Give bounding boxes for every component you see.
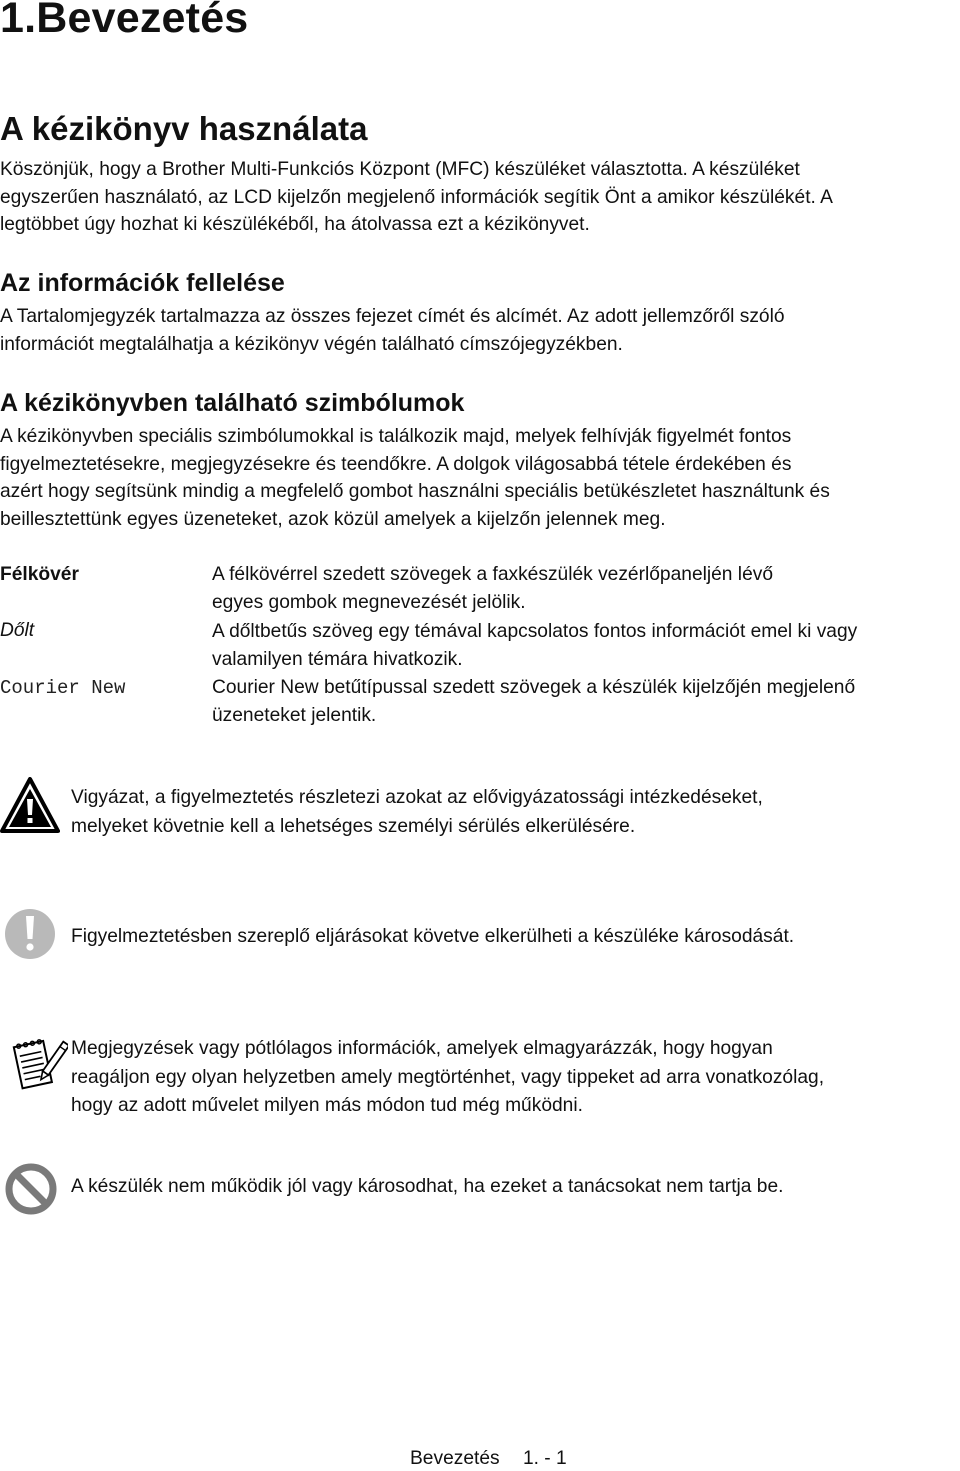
chapter-title: 1.Bevezetés [0, 0, 249, 42]
notice-line: hogy az adott művelet milyen más módon tud még működni. [71, 1095, 583, 1116]
convention-term-bold: Félkövér [0, 564, 79, 585]
intro-paragraph [0, 156, 960, 239]
notice-caution-text [71, 923, 794, 952]
convention-desc-line: valamilyen témára hivatkozik. [212, 648, 463, 670]
convention-desc-line: egyes gombok megnevezését jelölik. [212, 591, 526, 613]
symbols-line: azért hogy segítsünk mindig a megfelelő gombot használni speciális betükészletet használtunk és [0, 481, 830, 502]
convention-desc-line: A dőltbetűs szöveg egy témával kapcsolatos fontos információt emel ki vagy [212, 621, 858, 642]
warning-icon [0, 777, 60, 833]
footer-page-number: 1. - 1 [522, 1448, 567, 1469]
notice-line: A készülék nem működik jól vagy károsodhat, ha ezeket a tanácsokat nem tartja be. [71, 1176, 784, 1197]
convention-desc-line: A félkövérrel szedett szövegek a faxkészülék vezérlőpaneljén lévő [212, 564, 774, 585]
notice-line: Figyelmeztetésben szereplő eljárásokat követve elkerülheti a készüléke károsodását. [71, 926, 795, 947]
finding-info-line: A Tartalomjegyzék tartalmazza az összes fejezet címét és alcímét. Az adott jellemzőről szóló [0, 306, 785, 327]
notice-line: Vigyázat, a figyelmeztetés részletezi azokat az elővigyázatossági intézkedéseket, [71, 787, 763, 808]
notice-prohibited-text [71, 1173, 783, 1202]
convention-desc-italic [212, 618, 857, 673]
prohibited-icon [2, 1161, 60, 1217]
intro-line: egyszerűen használató, az LCD kijelzőn megjelenő információk segítik Önt a amikor készülékét. A [0, 186, 833, 208]
finding-info-line: információt megtalálhatja a kézikönyv végén található címszójegyzékben. [0, 333, 623, 355]
convention-desc-line: üzeneteket jelentik. [212, 704, 377, 726]
section-title: A kézikönyv használata [0, 110, 368, 147]
intro-line: Köszönjük, hogy a Brother Multi-Funkciós Központ (MFC) készüléket választotta. A készüléket [0, 159, 800, 180]
convention-term-courier: Courier New [0, 677, 126, 699]
notice-warning-text [71, 784, 763, 841]
notice-note-text [71, 1035, 824, 1121]
symbols-line: A kézikönyvben speciális szimbólumokkal is találkozik majd, melyek felhívják figyelmét fontos [0, 426, 792, 447]
convention-desc-courier [212, 674, 855, 729]
symbols-heading: A kézikönyvben található szimbólumok [0, 389, 465, 417]
intro-line: legtöbbet úgy hozhat ki készülékéből, ha átolvassa ezt a kézikönyvet. [0, 214, 590, 235]
symbols-paragraph [0, 423, 960, 533]
convention-desc-bold [212, 561, 773, 616]
caution-icon [0, 907, 58, 961]
notice-line: Megjegyzések vagy pótlólagos információk, amelyek elmagyarázzák, hogy hogyan [71, 1038, 773, 1059]
finding-info-heading: Az információk fellelése [0, 269, 285, 297]
notice-line: melyeket követnie kell a lehetséges személyi sérülés elkerülésére. [71, 815, 636, 837]
convention-desc-line: Courier New betűtípussal szedett szövegek a készülék kijelzőjén megjelenő [212, 677, 856, 698]
convention-term-italic: Dőlt [0, 620, 35, 641]
finding-info-paragraph [0, 303, 960, 358]
page-footer [410, 1448, 567, 1470]
note-icon [8, 1033, 68, 1095]
symbols-line: figyelmeztetésekre, megjegyzésekre és teendőkre. A dolgok világosabbá tétele érdekében és [0, 453, 792, 475]
symbols-line: beillesztettünk egyes üzeneteket, azok közül amelyek a kijelzőn jelennek meg. [0, 508, 666, 530]
notice-line: reagáljon egy olyan helyzetben amely megtörténhet, vagy tippeket ad arra vonatkozólag, [71, 1066, 825, 1088]
footer-chapter-label: Bevezetés [410, 1448, 500, 1469]
